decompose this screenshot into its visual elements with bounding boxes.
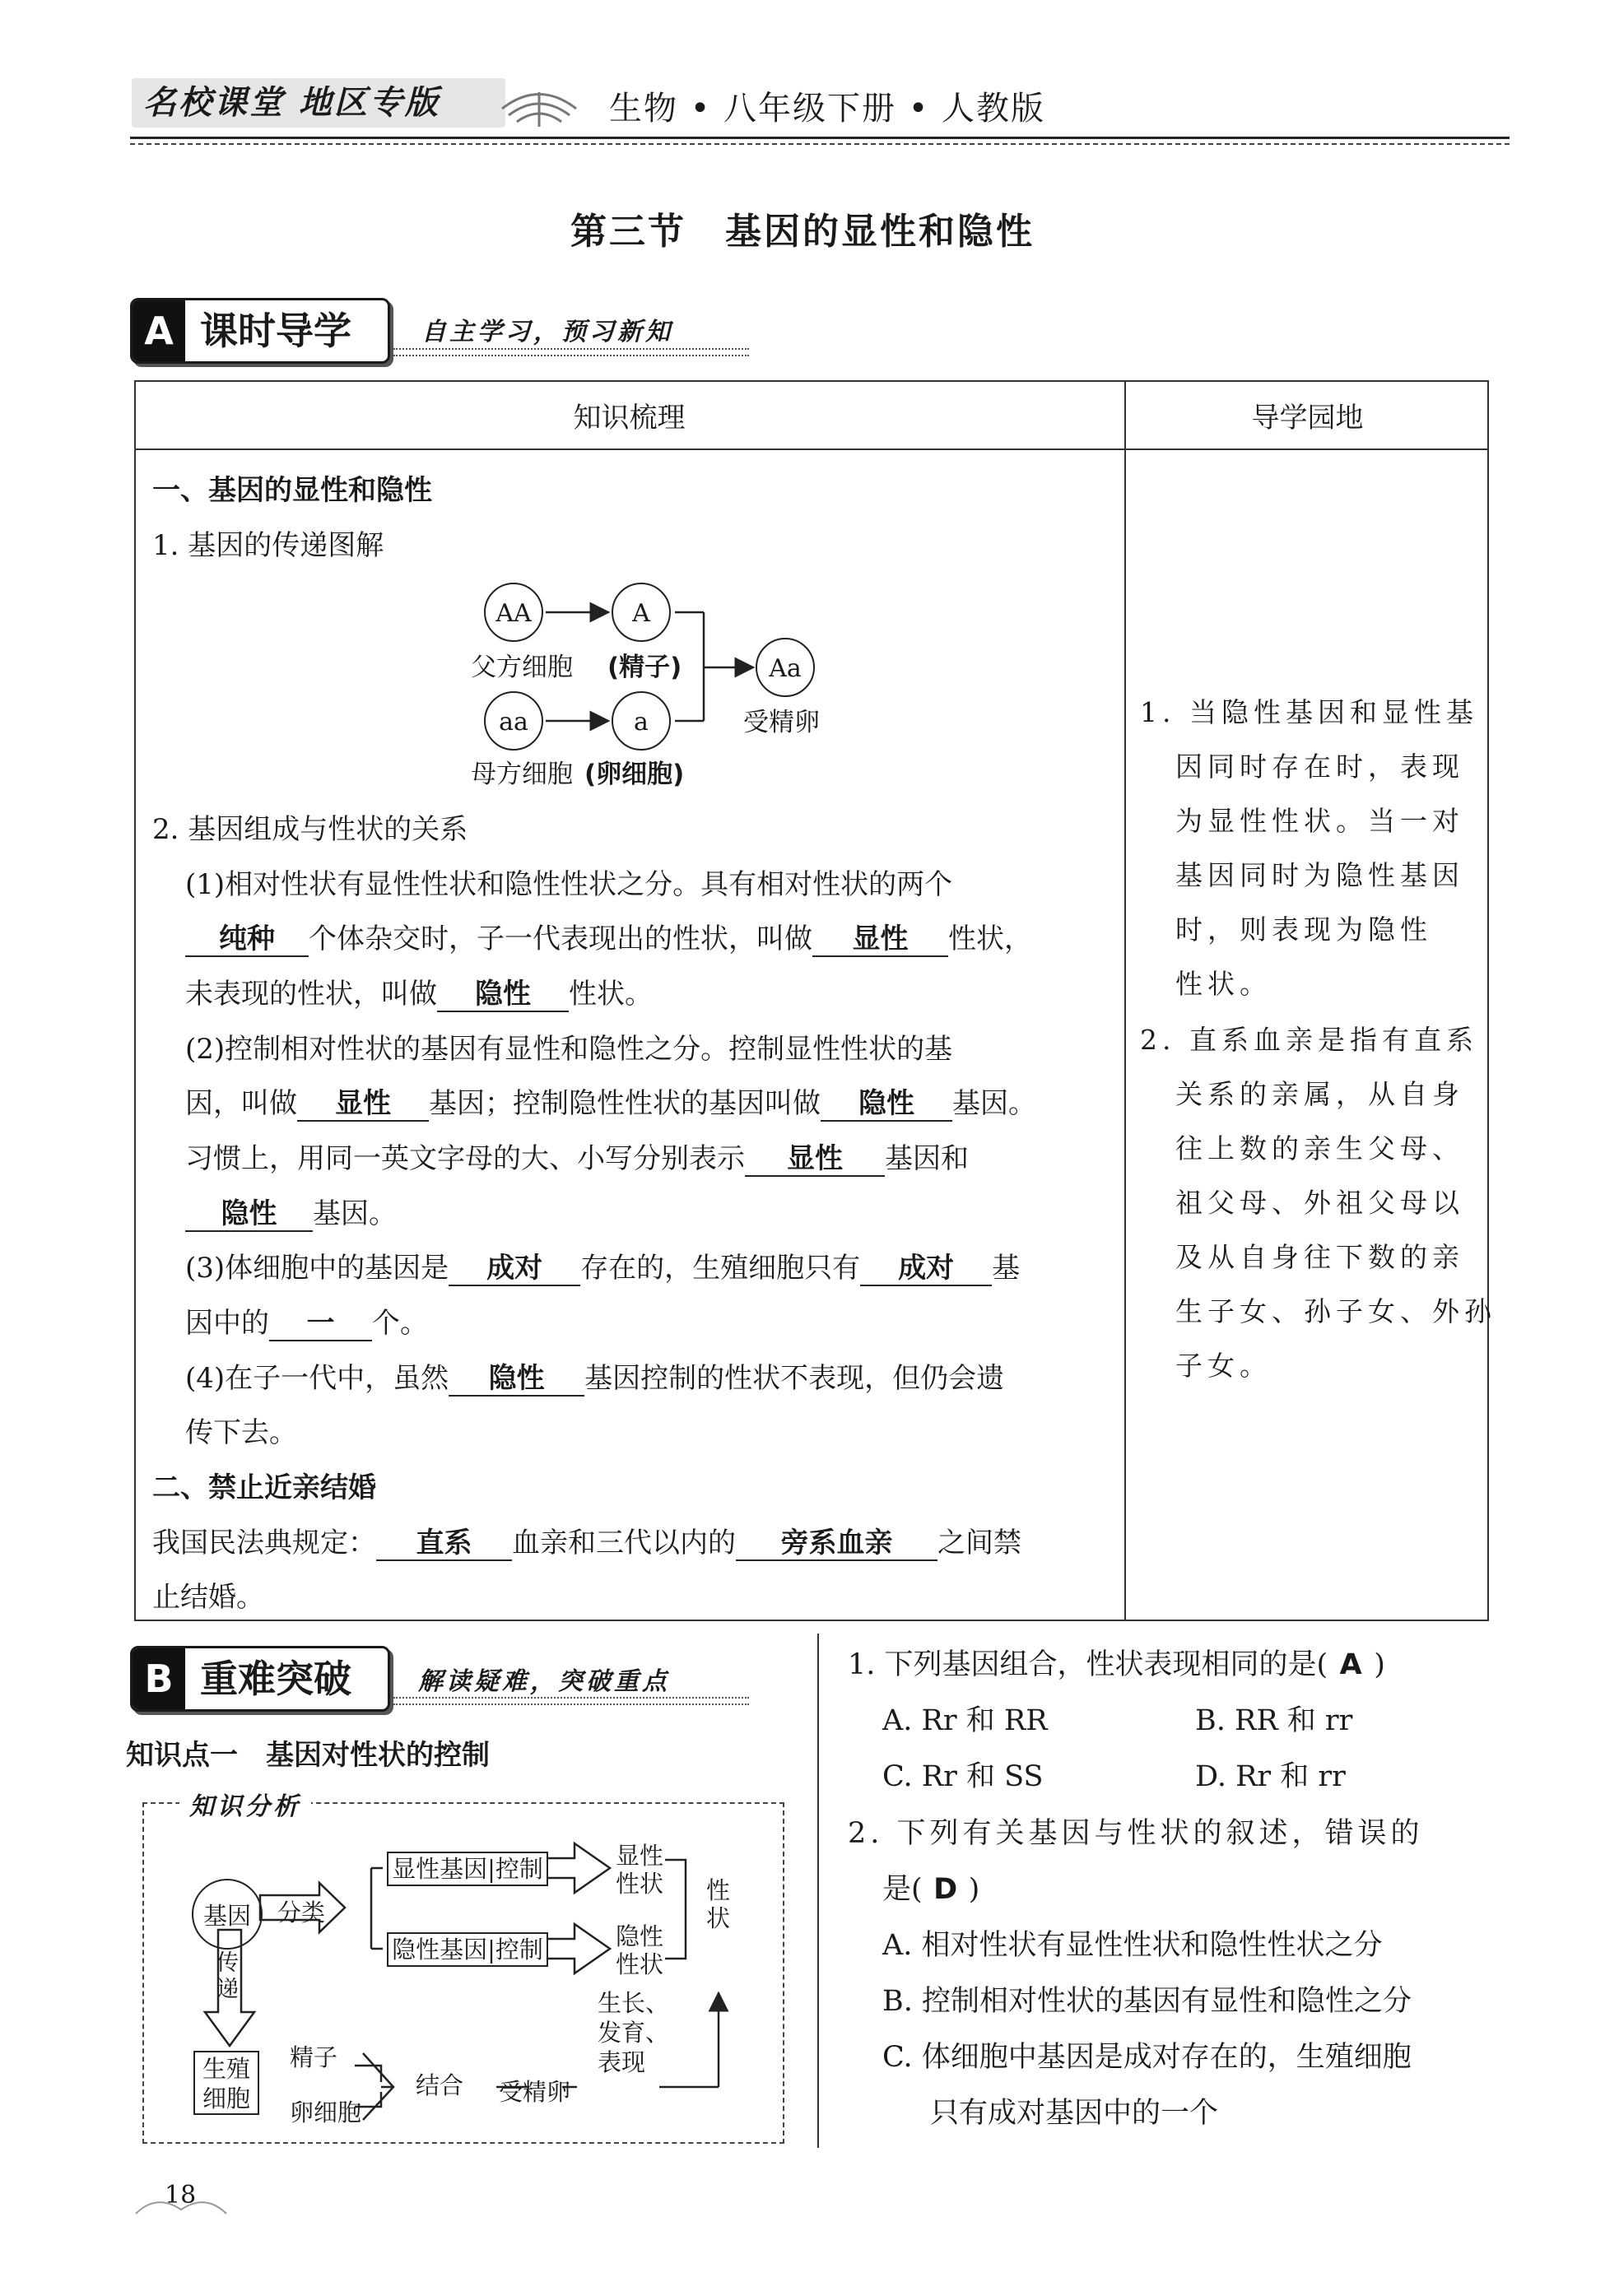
recessive-gene-box: 隐性基因|控制 — [387, 1932, 548, 1967]
knowledge-point-heading: 知识点一 基因对性状的控制 — [126, 1739, 490, 1772]
section-b-dots-2 — [393, 1703, 749, 1705]
blank-direct-line: 直系 — [376, 1527, 512, 1561]
p2-line3 — [185, 1136, 969, 1177]
blank-dominant-gene: 显性 — [297, 1087, 429, 1122]
p2-text-e: 习惯上，用同一英文字母的大、小写分别表示 — [185, 1142, 745, 1175]
p5-text-a: 我国民法典规定： — [152, 1527, 376, 1559]
page-title: 第三节 基因的显性和隐性 — [570, 211, 1035, 253]
p2-line4 — [185, 1191, 397, 1232]
table-header-guide: 导学园地 — [1251, 402, 1364, 435]
page-number: 18 — [165, 2181, 197, 2210]
q1-option-b: B. RR 和 rr — [1195, 1704, 1353, 1737]
section-b-letter: B — [133, 1648, 185, 1709]
gene-node: 基因 — [192, 1879, 263, 1950]
classify-label: 分类 — [277, 1899, 326, 1927]
table-column-divider — [1124, 380, 1126, 1621]
question-1 — [848, 1642, 1385, 1683]
q2-option-c: C. 体细胞中基因是成对存在的，生殖细胞 — [882, 2041, 1412, 2074]
mother-label: 母方细胞 — [471, 760, 573, 789]
p3-line2 — [185, 1300, 428, 1341]
blank-uppercase-dominant: 显性 — [745, 1142, 885, 1177]
blank-dominant-trait: 显性 — [812, 923, 948, 957]
header-rule — [130, 137, 1510, 139]
wheat-ornament-icon — [494, 76, 584, 133]
q1-option-a: A. Rr 和 RR — [882, 1704, 1048, 1737]
p1-text-e: 未表现的性状，叫做 — [185, 978, 437, 1011]
side-note-line: 关系的亲属，从自身 — [1175, 1078, 1464, 1110]
section-a-dots — [393, 348, 749, 350]
p3-text-e: 个。 — [372, 1307, 428, 1340]
zygote-genotype: Aa — [756, 638, 815, 697]
father-genotype: AA — [484, 583, 543, 642]
p1-line2 — [185, 916, 1032, 957]
p2-text-b: 因，叫做 — [185, 1087, 297, 1120]
sperm-genotype: A — [612, 583, 671, 642]
p4-text-b: 基因控制的性状不表现，但仍会遗 — [584, 1362, 1005, 1395]
trait-label: 性状 — [706, 1876, 731, 1932]
p3-text-b: 存在的，生殖细胞只有 — [580, 1252, 861, 1285]
development-text: 生长、发育、表现 — [598, 1989, 670, 2076]
blank-lowercase-recessive: 隐性 — [185, 1197, 313, 1232]
section-b-badge — [130, 1646, 390, 1712]
q2-option-b: B. 控制相对性状的基因有显性和隐性之分 — [882, 1985, 1412, 2018]
p1-text-c: 个体杂交时，子一代表现出的性状，叫做 — [309, 923, 812, 955]
section-b-dots — [393, 1697, 749, 1699]
section-a-badge — [130, 298, 390, 364]
side-note-line: 性状。 — [1175, 968, 1272, 1000]
side-note-line: 1. 当隐性基因和显性基 — [1140, 696, 1478, 728]
side-note-line: 基因同时为隐性基因 — [1175, 859, 1464, 891]
blank-recessive-trait: 隐性 — [437, 978, 569, 1012]
egg-genotype: a — [612, 691, 671, 751]
control-text-1: 控制 — [495, 1855, 543, 1883]
p5-line2: 止结婚。 — [152, 1581, 264, 1614]
side-note-line: 及从自身往下数的亲 — [1175, 1241, 1464, 1273]
sperm-text: 精子 — [290, 2043, 338, 2071]
p5-line1 — [152, 1520, 1021, 1561]
side-note-line: 2. 直系血亲是指有直系 — [1140, 1024, 1478, 1056]
item1-label: 1. 基因的传递图解 — [152, 529, 384, 562]
recessive-trait-label: 隐性性状 — [616, 1922, 664, 1978]
subject-label: 生物 • 八年级下册 • 人教版 — [609, 90, 1046, 128]
q2-option-c-cont: 只有成对基因中的一个 — [930, 2097, 1219, 2130]
column-divider — [817, 1634, 819, 2148]
p1-line1: (1)相对性状有显性性状和隐性性状之分。具有相对性状的两个 — [185, 868, 953, 901]
section-a-letter: A — [133, 300, 185, 361]
p3-line1 — [185, 1245, 1020, 1286]
p1-text-f: 性状。 — [569, 978, 653, 1011]
blank-recessive-gene: 隐性 — [821, 1087, 952, 1122]
page-ornament-icon — [132, 2189, 230, 2222]
control-text-2: 控制 — [495, 1936, 543, 1964]
side-note-line: 生子女、孙子女、外孙 — [1175, 1295, 1496, 1327]
blank-one: 一 — [269, 1307, 372, 1341]
q2-answer: D — [933, 1873, 958, 1906]
p3-text-d: 因中的 — [185, 1307, 269, 1340]
q2-stem-line1: 2. 下列有关基因与性状的叙述，错误的 — [848, 1817, 1424, 1850]
q1-option-c: C. Rr 和 SS — [882, 1760, 1044, 1793]
germ-cell-box: 生殖细胞 — [193, 2051, 259, 2115]
q1-stem: 1. 下列基因组合，性状表现相同的是( — [848, 1648, 1328, 1681]
egg-text: 卵细胞 — [290, 2098, 362, 2126]
p2-text-g: 基因。 — [313, 1197, 397, 1230]
q1-close: ) — [1374, 1648, 1385, 1681]
mother-genotype: aa — [484, 691, 543, 751]
part1-heading: 一、基因的显性和隐性 — [152, 474, 432, 507]
p2-text-f: 基因和 — [885, 1142, 969, 1175]
transmit-label: 传递 — [216, 1950, 239, 2002]
q2-close: ) — [968, 1873, 980, 1906]
section-a-name: 课时导学 — [200, 309, 351, 353]
p2-line2 — [185, 1081, 1036, 1122]
side-note-line: 子女。 — [1175, 1350, 1272, 1382]
blank-purebred: 纯种 — [185, 923, 309, 957]
analysis-box-title: 知识分析 — [179, 1786, 311, 1822]
q2-stem2: 是( — [882, 1873, 923, 1906]
father-label: 父方细胞 — [471, 653, 573, 682]
q1-option-d: D. Rr 和 rr — [1195, 1760, 1346, 1793]
header-dashed-rule — [130, 143, 1510, 145]
zygote-text: 受精卵 — [499, 2078, 571, 2106]
p2-text-c: 基因；控制隐性性状的基因叫做 — [429, 1087, 821, 1120]
dominant-trait-label: 显性性状 — [616, 1842, 664, 1898]
side-note-line: 祖父母、外祖父母以 — [1175, 1187, 1464, 1219]
sperm-label: (精子) — [607, 653, 682, 682]
q1-answer: A — [1339, 1648, 1362, 1681]
table-header-divider — [134, 449, 1489, 450]
section-b-subtitle: 解读疑难，突破重点 — [418, 1667, 670, 1696]
zygote-label: 受精卵 — [743, 708, 820, 737]
p4-line1 — [185, 1355, 1004, 1397]
combine-text: 结合 — [416, 2071, 464, 2099]
part2-heading: 二、禁止近亲结婚 — [152, 1471, 376, 1504]
p2-line1: (2)控制相对性状的基因有显性和隐性之分。控制显性性状的基 — [185, 1033, 953, 1066]
blank-paired-2: 成对 — [860, 1252, 992, 1286]
side-note-line: 时，则表现为隐性 — [1175, 913, 1432, 946]
p5-text-c: 之间禁 — [937, 1527, 1021, 1559]
blank-collateral: 旁系血亲 — [736, 1527, 937, 1561]
question-2-line2 — [882, 1866, 979, 1908]
blank-recessive-inherit: 隐性 — [449, 1362, 584, 1397]
section-a-subtitle: 自主学习，预习新知 — [421, 318, 673, 346]
dominant-gene-box: 显性基因|控制 — [387, 1852, 548, 1886]
item2-label: 2. 基因组成与性状的关系 — [152, 813, 468, 846]
dominant-gene-text: 显性基因 — [392, 1855, 488, 1883]
side-note-line: 为显性性状。当一对 — [1175, 805, 1464, 837]
p1-text-d: 性状， — [948, 923, 1032, 955]
side-note-line: 往上数的亲生父母、 — [1175, 1132, 1464, 1164]
section-b-name: 重难突破 — [200, 1657, 351, 1701]
p3-text-c: 基 — [992, 1252, 1021, 1285]
blank-paired: 成对 — [449, 1252, 580, 1286]
p4-line2: 传下去。 — [185, 1416, 297, 1449]
recessive-gene-text: 隐性基因 — [392, 1936, 488, 1964]
table-header-knowledge: 知识梳理 — [573, 402, 686, 435]
section-a-dots-2 — [393, 355, 749, 356]
p2-text-d: 基因。 — [952, 1087, 1036, 1120]
p3-text-a: (3)体细胞中的基因是 — [185, 1252, 449, 1285]
side-note-line: 因同时存在时，表现 — [1175, 751, 1464, 783]
series-banner: 名校课堂 地区专版 — [132, 78, 505, 128]
p4-text-a: (4)在子一代中，虽然 — [185, 1362, 449, 1395]
p1-line3 — [185, 971, 653, 1012]
p5-text-b: 血亲和三代以内的 — [512, 1527, 736, 1559]
egg-label: (卵细胞) — [584, 760, 685, 789]
q2-option-a: A. 相对性状有显性性状和隐性性状之分 — [882, 1929, 1383, 1962]
